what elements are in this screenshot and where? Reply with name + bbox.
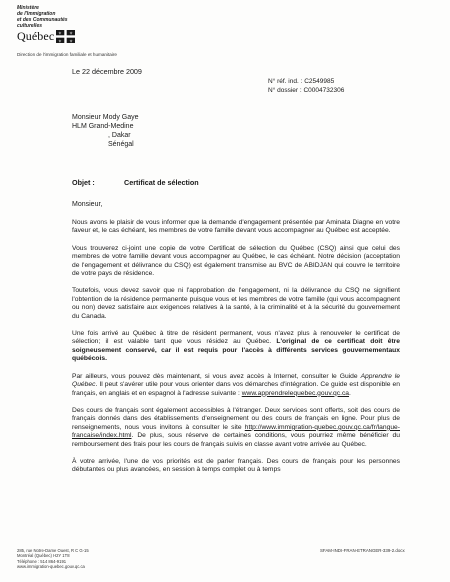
ministry-line-1: Ministère	[17, 5, 39, 11]
paragraph-7: À votre arrivée, l'une de vos priorités est de parler français. Des cours de français pour les personnes débutantes ou plus avancées, en session à temps complet ou à temps	[72, 457, 400, 474]
footer-city: Montréal (Québec) H2Y 1T8	[17, 553, 70, 559]
ref-dossier	[268, 86, 344, 95]
ref-individual-value: C2549985	[304, 78, 335, 85]
addressee-name: Monsieur Mody Gaye	[72, 114, 139, 121]
salutation: Monsieur,	[72, 201, 103, 208]
svg-text:⚜: ⚜	[58, 38, 62, 43]
ref-dossier-label: N° dossier :	[268, 87, 302, 94]
addressee-street: HLM Grand-Medine	[72, 123, 134, 130]
ministry-line-3: et des Communautés	[17, 17, 68, 23]
quebec-flag-icon	[56, 30, 75, 43]
paragraph-4-bold: L'original de ce certificat doit être soigneusement conservé, car il est requis pour l'accès à différents services gouvernementaux québécois.	[72, 338, 400, 363]
addressee-block	[72, 113, 139, 149]
paragraph-5-text-c: .	[349, 389, 351, 397]
ref-individual-label: N° réf. ind. :	[268, 78, 303, 85]
paragraph-2: Vous trouverez ci-joint une copie de votre Certificat de sélection du Québec (CSQ) ainsi que celui des membres de votre famille devant vous accompagner au Québec, le cas échéant. Notre décision (acceptation de l'engagement et délivrance du CSQ) est également transmise au BVC de ABIDJAN qui couvre le territoire de votre pays de résidence.	[72, 244, 400, 278]
paragraph-1: Nous avons le plaisir de vous informer que la demande d'engagement présentée par Aminata Diagne en votre faveur et, le cas échéant, les membres de votre famille devant vous accompagner au Québec est acceptée.	[72, 219, 400, 235]
ministry-line-4: culturelles	[17, 23, 43, 29]
addressee-city: , Dakar	[108, 132, 131, 139]
subject-line	[72, 178, 199, 187]
ministry-line-2: de l'Immigration	[17, 11, 56, 17]
paragraph-6-text-b: . De plus, sous réserve de certaines conditions, vous pourriez même bénéficier du remboursement des frais pour les cours de français suivis en classe avant votre arrivée au Québec.	[72, 432, 400, 448]
svg-text:⚜: ⚜	[69, 38, 74, 43]
footer-website: www.immigration-quebec.gouv.qc.ca	[17, 563, 85, 569]
svg-text:⚜: ⚜	[69, 30, 74, 36]
paragraph-6-text-a: Des cours de français sont également accessibles à l'étranger. Deux services sont offerts, soit des cours de français donnés dans des établissements d'enseignement ou des cours de français en ligne. Pour plus de renseignements, nous vous invitons à consulter le site	[72, 406, 400, 431]
paragraph-4-text: Une fois arrivé au Québec à titre de résident permanent, vous n'avez plus à renouveler le certificat de sélection; il est valable tant que vous résidez au Québec.	[72, 330, 400, 346]
letter-body	[72, 219, 400, 484]
footer-phone: Téléphone : 514 864-9191	[17, 558, 67, 564]
quebec-wordmark	[17, 30, 95, 43]
guide-link[interactable]: www.apprendrelequebec.gouv.qc.ca	[241, 389, 350, 397]
ref-dossier-value: C0004732306	[303, 87, 345, 94]
addressee-country: Sénégal	[108, 141, 134, 148]
document-code: SFAM-INDI-FRAN-ETRANGER-339-2.docx	[320, 548, 405, 553]
french-courses-link[interactable]: http://www.immigration-quebec.gouv.qc.ca/fr/langue-francaise/index.html	[72, 423, 400, 440]
quebec-wordmark-text: Québec	[17, 29, 55, 43]
ref-individual	[268, 77, 344, 86]
subject-value: Certificat de sélection	[124, 178, 199, 187]
paragraph-5	[72, 373, 400, 398]
ministry-name	[17, 5, 95, 29]
reference-numbers	[268, 77, 344, 95]
paragraph-5-text-a: Par ailleurs, vous pouvez dès maintenant, si vous avez accès à Internet, consulter le Guide	[72, 372, 361, 380]
paragraph-4	[72, 330, 400, 364]
svg-text:⚜: ⚜	[58, 30, 62, 36]
letter-date: Le 22 décembre 2009	[72, 67, 142, 76]
footer-address	[17, 548, 89, 569]
paragraph-6	[72, 407, 400, 449]
quebec-logo	[17, 5, 95, 43]
subject-label: Objet :	[72, 178, 95, 187]
direction-name: Direction de l'immigration familiale et humanitaire	[17, 52, 117, 57]
paragraph-3: Toutefois, vous devez savoir que ni l'approbation de l'engagement, ni la délivrance du CSQ ne signifient l'obtention de la résidence permanente puisque vous et les membres de votre famille (qui vous accompagnent ou non) devez satisfaire aux exigences relatives à la santé, à la criminalité et à la sécurité du gouvernement du Canada.	[72, 287, 400, 320]
paragraph-5-text-b: . Il peut s'avérer utile pour vous orienter dans vos démarches d'intégration. Ce guide est disponible en français, en anglais et en espagnol à l'adresse suivante :	[72, 381, 400, 397]
footer-street: 285, rue Notre-Dame Ouest, R C G-15	[17, 548, 89, 553]
guide-title: Apprendre le Québec	[72, 372, 400, 389]
